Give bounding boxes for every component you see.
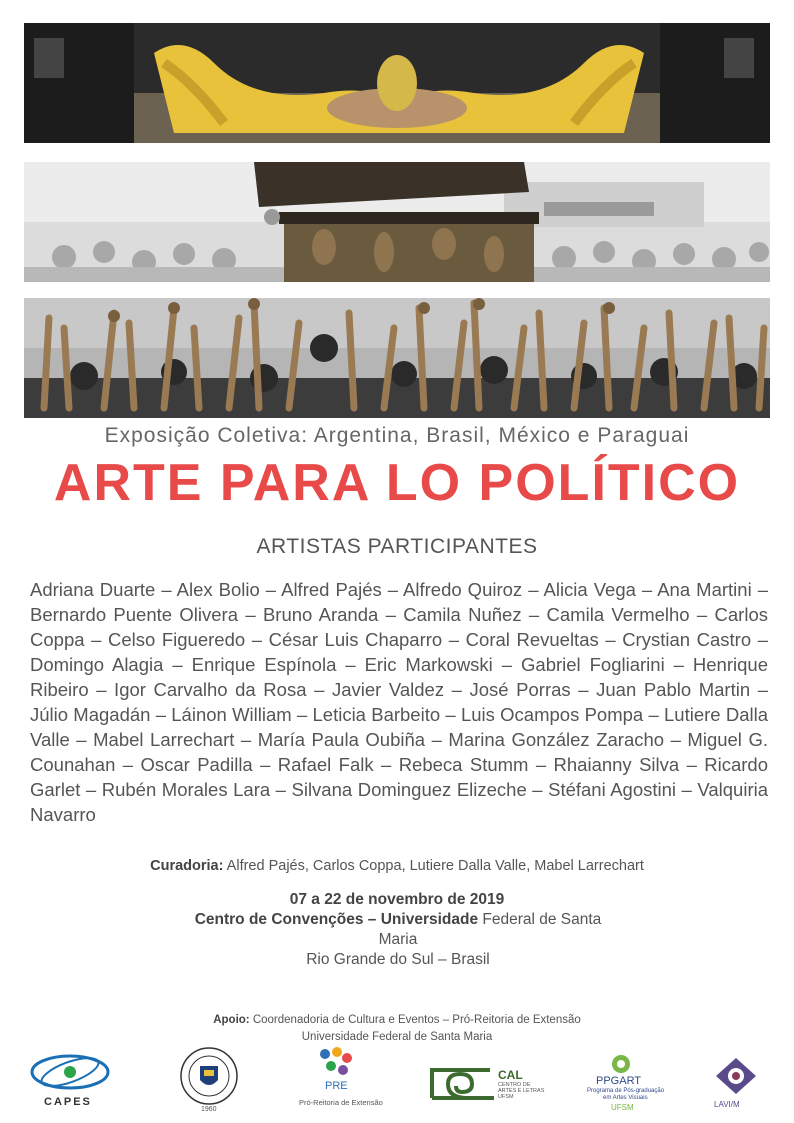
support-label: Apoio: — [213, 1014, 250, 1026]
capes-text: CAPES — [44, 1096, 92, 1108]
curators-label: Curadoria: — [150, 858, 224, 874]
curators-line — [0, 858, 794, 874]
exhibition-subtitle: Exposição Coletiva: Argentina, Brasil, México e Paraguai — [104, 424, 690, 447]
artists-heading: ARTISTAS PARTICIPANTES — [256, 535, 538, 558]
support-line1: Coordenadoria de Cultura e Eventos – Pró-Reitoria de Extensão — [252, 1014, 581, 1026]
cal-sub2: ARTES E LETRAS — [498, 1088, 545, 1094]
exhibition-title: ARTE PARA LO POLÍTICO — [53, 454, 741, 512]
ppgart-text: PPGART — [596, 1075, 642, 1087]
ppgart-sub1: Programa de Pós-graduação — [587, 1088, 665, 1094]
ufsm-seal-logo — [174, 1046, 244, 1116]
event-dates — [0, 890, 794, 910]
banner-image-protest — [24, 298, 770, 418]
cal-sub1: CENTRO DE — [498, 1082, 531, 1088]
ppgart-logo — [577, 1046, 677, 1116]
lavim-text: LAVI/M — [714, 1100, 740, 1109]
banner-image-dancers — [24, 23, 770, 143]
banner-image-crowd-pot — [24, 162, 770, 282]
event-venue — [188, 910, 608, 970]
venue-region: Rio Grande do Sul – Brasil — [306, 951, 490, 968]
cal-sub3: UFSM — [498, 1094, 514, 1100]
support-block — [0, 1012, 794, 1046]
capes-logo — [28, 1046, 118, 1116]
ppgart-ufsm: UFSM — [611, 1103, 634, 1112]
cal-logo — [428, 1046, 545, 1116]
curators-names: Alfred Pajés, Carlos Coppa, Lutiere Dalla Valle, Mabel Larrechart — [226, 858, 644, 874]
pre-logo — [289, 1046, 383, 1116]
pre-text: PRE — [325, 1080, 348, 1092]
cal-text: CAL — [498, 1068, 523, 1082]
lavim-logo — [708, 1046, 768, 1116]
venue-bold: Centro de Convenções – Universidade — [194, 911, 479, 928]
support-line2: Universidade Federal de Santa Maria — [301, 1031, 493, 1043]
artists-list: Adriana Duarte – Alex Bolio – Alfred Pajés – Alfredo Quiroz – Alicia Vega – Ana Martini – Bernardo Puente Olivera – Bruno Aranda – Camila Nuñez – Camila Vermelho – Carlos Coppa – Celso Figueredo – César Luis Chaparro – Coral Revueltas – Crystian Castro – Domingo Alagia – Enrique Espínola – Eric Markowski – Gabriel Fogliarini – Henrique Ribeiro – Igor Carvalho da Rosa – Javier Valdez – José Porras – Juan Pablo Martin – Júlio Magadán – Láinon William – Leticia Barbeito – Luis Ocampos Pompa – Lutiere Dalla Valle – Mabel Larrechart – María Paula Oubiña – Marina González Zaracho – Miguel G. Counahan – Oscar Padilla – Rafael Falk – Rebeca Stumm – Rhaianny Silva – Ricardo Garlet – Rubén Morales Lara – Silvana Dominguez Elizeche – Stéfani Agostini – Valquiria Navarro — [30, 579, 768, 825]
event-dates-text: 07 a 22 de novembro de 2019 — [289, 891, 505, 908]
venue-rest: Federal de Santa Maria — [378, 911, 602, 948]
pre-subtext: Pró-Reitoria de Extensão — [299, 1098, 383, 1107]
ufsm-year: 1960 — [201, 1106, 217, 1113]
sponsor-logos — [24, 1046, 770, 1116]
ppgart-sub2: em Artes Visuais — [603, 1095, 648, 1101]
